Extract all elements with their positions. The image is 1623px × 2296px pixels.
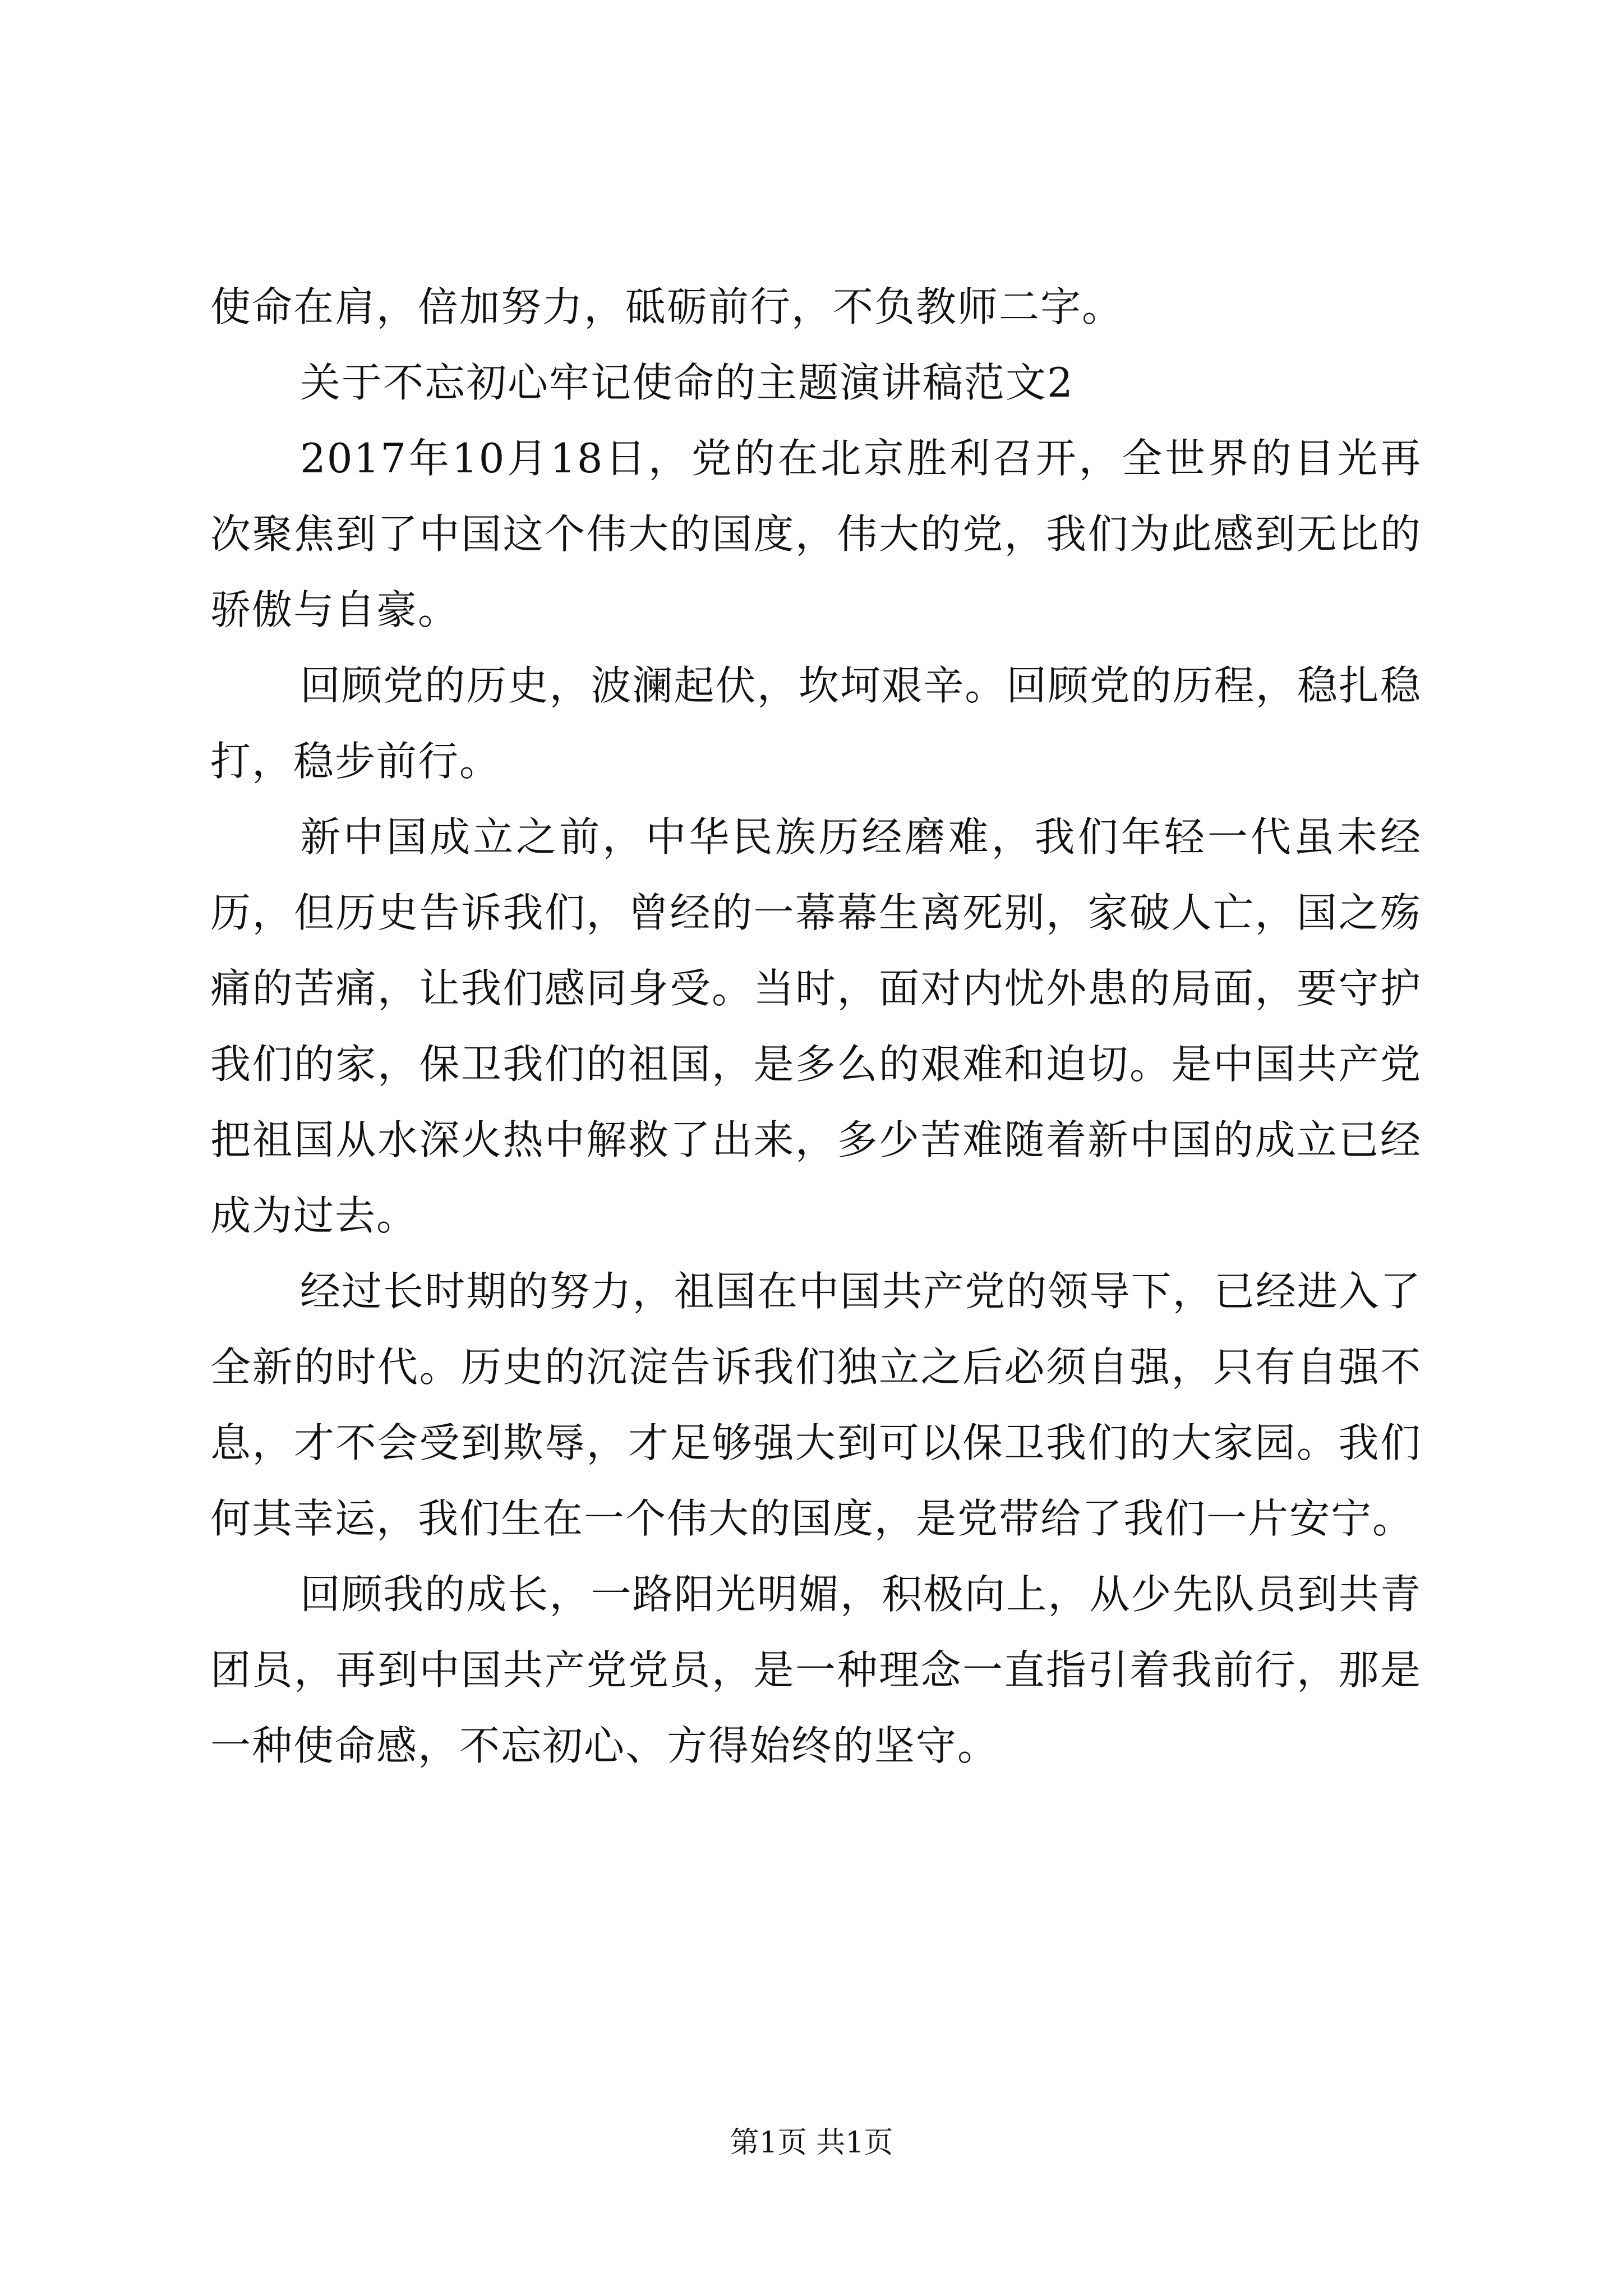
paragraph-6: 经过长时期的努力，祖国在中国共产党的领导下，已经进入了全新的时代。历史的沉淀告诉我们独立之后必须自强，只有自强不息，才不会受到欺辱，才足够强大到可以保卫我们的大家园。我们何其幸运，我们生在一个伟大的国度，是党带给了我们一片安宁。 [210,1268,1422,1542]
page-footer: 第1页 共1页 [730,2126,893,2160]
paragraph-heading: 关于不忘初心牢记使命的主题演讲稿范文2 [300,359,1074,406]
paragraph-5: 新中国成立之前，中华民族历经磨难，我们年轻一代虽未经历，但历史告诉我们，曾经的一幕幕生离死别，家破人亡，国之殇痛的苦痛，让我们感同身受。当时，面对内忧外患的局面，要守护我们的家，保卫我们的祖国，是多么的艰难和迫切。是中国共产党把祖国从水深火热中解救了出来，多少苦难随着新中国的成立已经成为过去。 [210,813,1422,1239]
paragraph-1: 使命在肩，倍加努力，砥砺前行，不负教师二字。 [210,283,1124,330]
paragraph-7: 回顾我的成长，一路阳光明媚，积极向上，从少先队员到共青团员，再到中国共产党党员，是一种理念一直指引着我前行，那是一种使命感，不忘初心、方得始终的坚守。 [210,1571,1422,1769]
paragraph-4: 回顾党的历史，波澜起伏，坎坷艰辛。回顾党的历程，稳扎稳打，稳步前行。 [210,662,1422,785]
document-body [210,269,1422,1784]
paragraph-3: 2017年10月18日，党的在北京胜利召开，全世界的目光再次聚焦到了中国这个伟大的国度，伟大的党，我们为此感到无比的骄傲与自豪。 [210,435,1422,633]
